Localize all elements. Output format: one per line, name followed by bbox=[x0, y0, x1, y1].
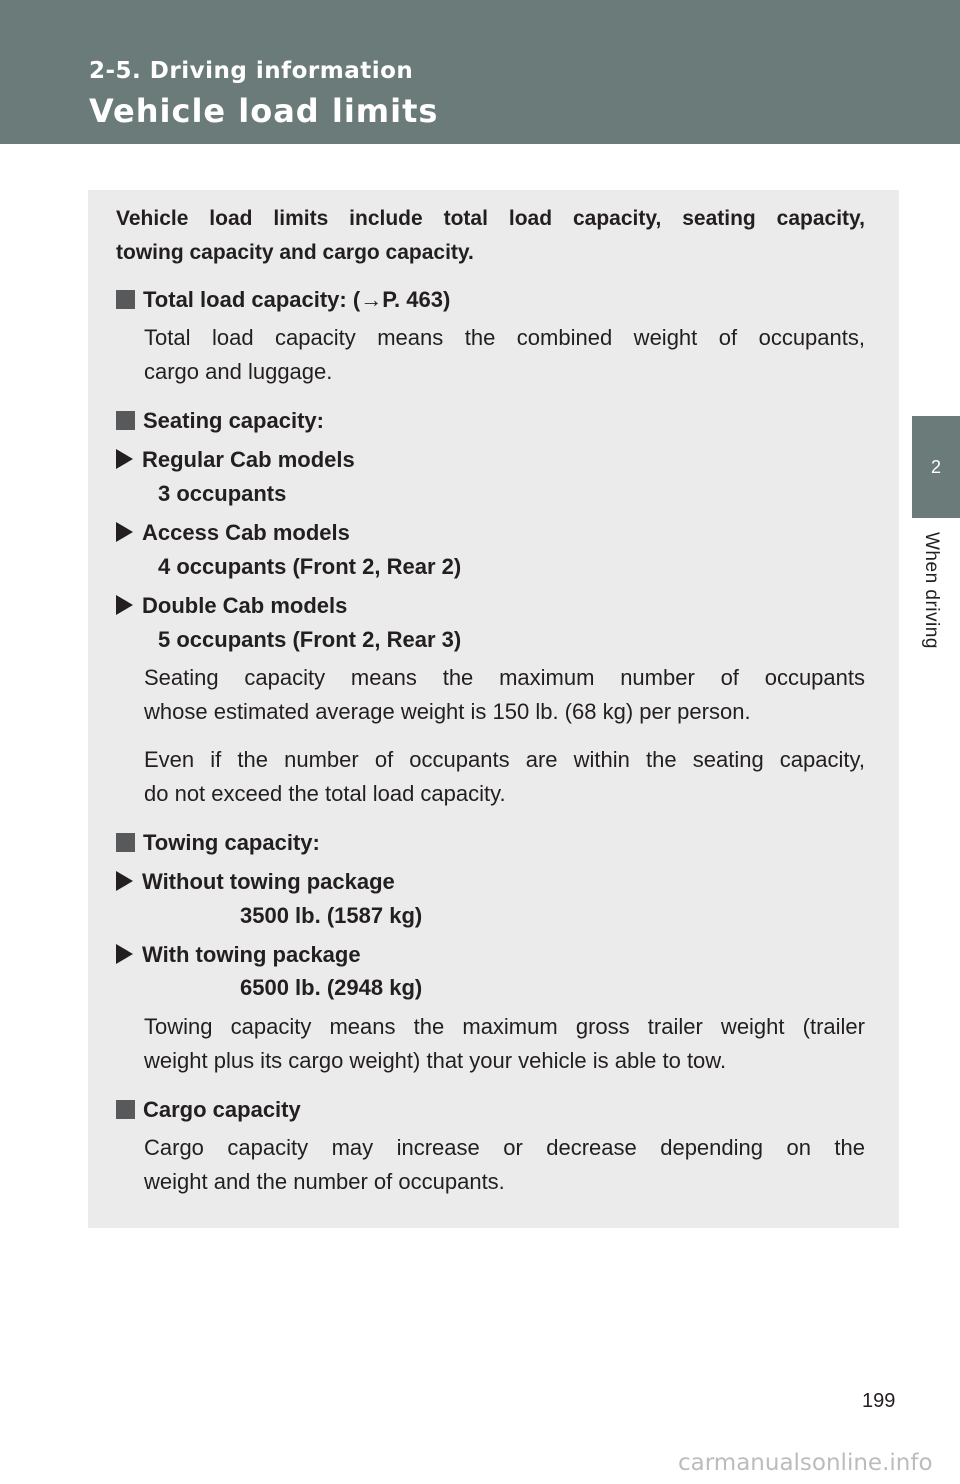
watermark bbox=[0, 1446, 960, 1484]
seating-desc-line-2: whose estimated average weight is 150 lb. (68 kg) per person. bbox=[144, 699, 751, 724]
square-bullet-icon bbox=[116, 411, 135, 430]
seating-model-1: Regular Cab models bbox=[116, 443, 355, 477]
total-load-desc-line-2: cargo and luggage. bbox=[144, 359, 333, 384]
seating-model-2: Access Cab models bbox=[116, 516, 350, 550]
seating-model-2-value: 4 occupants (Front 2, Rear 2) bbox=[158, 554, 462, 579]
page-reference-link[interactable]: P. 463) bbox=[382, 287, 451, 312]
total-load-heading: Total load capacity: (→P. 463) bbox=[116, 283, 450, 317]
towing-desc-line-2: weight plus its cargo weight) that your vehicle is able to tow. bbox=[144, 1048, 727, 1073]
seating-model-3: Double Cab models bbox=[116, 589, 347, 623]
watermark-text: carmanualsonline.info bbox=[678, 1450, 933, 1476]
seating-heading: Seating capacity: bbox=[116, 404, 324, 438]
total-load-desc-line-1: Total load capacity means the combined weight of occupants, bbox=[144, 325, 865, 350]
triangle-bullet-icon bbox=[116, 595, 133, 615]
chapter-number: 2 bbox=[930, 456, 941, 477]
intro-line-1: Vehicle load limits include total load capacity, seating capacity, bbox=[116, 207, 865, 230]
chapter-label: When driving bbox=[921, 532, 942, 649]
triangle-bullet-icon bbox=[116, 871, 133, 891]
square-bullet-icon bbox=[116, 833, 135, 852]
seating-model-1-value: 3 occupants bbox=[158, 481, 287, 506]
towing-option-2: With towing package bbox=[116, 938, 361, 972]
chapter-tab bbox=[912, 416, 960, 518]
page-header bbox=[0, 0, 960, 144]
cargo-heading: Cargo capacity bbox=[116, 1093, 301, 1127]
triangle-bullet-icon bbox=[116, 944, 133, 964]
intro-line-2: towing capacity and cargo capacity. bbox=[116, 241, 474, 264]
section-label: 2-5. Driving information bbox=[89, 58, 414, 84]
towing-option-1-value: 3500 lb. (1587 kg) bbox=[240, 903, 423, 928]
cargo-desc-line-1: Cargo capacity may increase or decrease depending on the bbox=[144, 1135, 865, 1160]
square-bullet-icon bbox=[116, 290, 135, 309]
towing-heading: Towing capacity: bbox=[116, 826, 320, 860]
seating-desc-line-1: Seating capacity means the maximum number of occupants bbox=[144, 665, 865, 690]
towing-option-2-value: 6500 lb. (2948 kg) bbox=[240, 975, 423, 1000]
towing-option-1: Without towing package bbox=[116, 865, 395, 899]
page-title: Vehicle load limits bbox=[89, 92, 439, 130]
triangle-bullet-icon bbox=[116, 449, 133, 469]
cargo-desc-line-2: weight and the number of occupants. bbox=[144, 1169, 505, 1194]
seating-model-3-value: 5 occupants (Front 2, Rear 3) bbox=[158, 627, 462, 652]
arrow-icon: → bbox=[360, 287, 383, 312]
seating-note-line-1: Even if the number of occupants are within the seating capacity, bbox=[144, 747, 865, 772]
square-bullet-icon bbox=[116, 1100, 135, 1119]
towing-desc-line-1: Towing capacity means the maximum gross trailer weight (trailer bbox=[144, 1014, 865, 1039]
triangle-bullet-icon bbox=[116, 522, 133, 542]
seating-note-line-2: do not exceed the total load capacity. bbox=[144, 781, 506, 806]
page-number: 199 bbox=[862, 1390, 896, 1412]
